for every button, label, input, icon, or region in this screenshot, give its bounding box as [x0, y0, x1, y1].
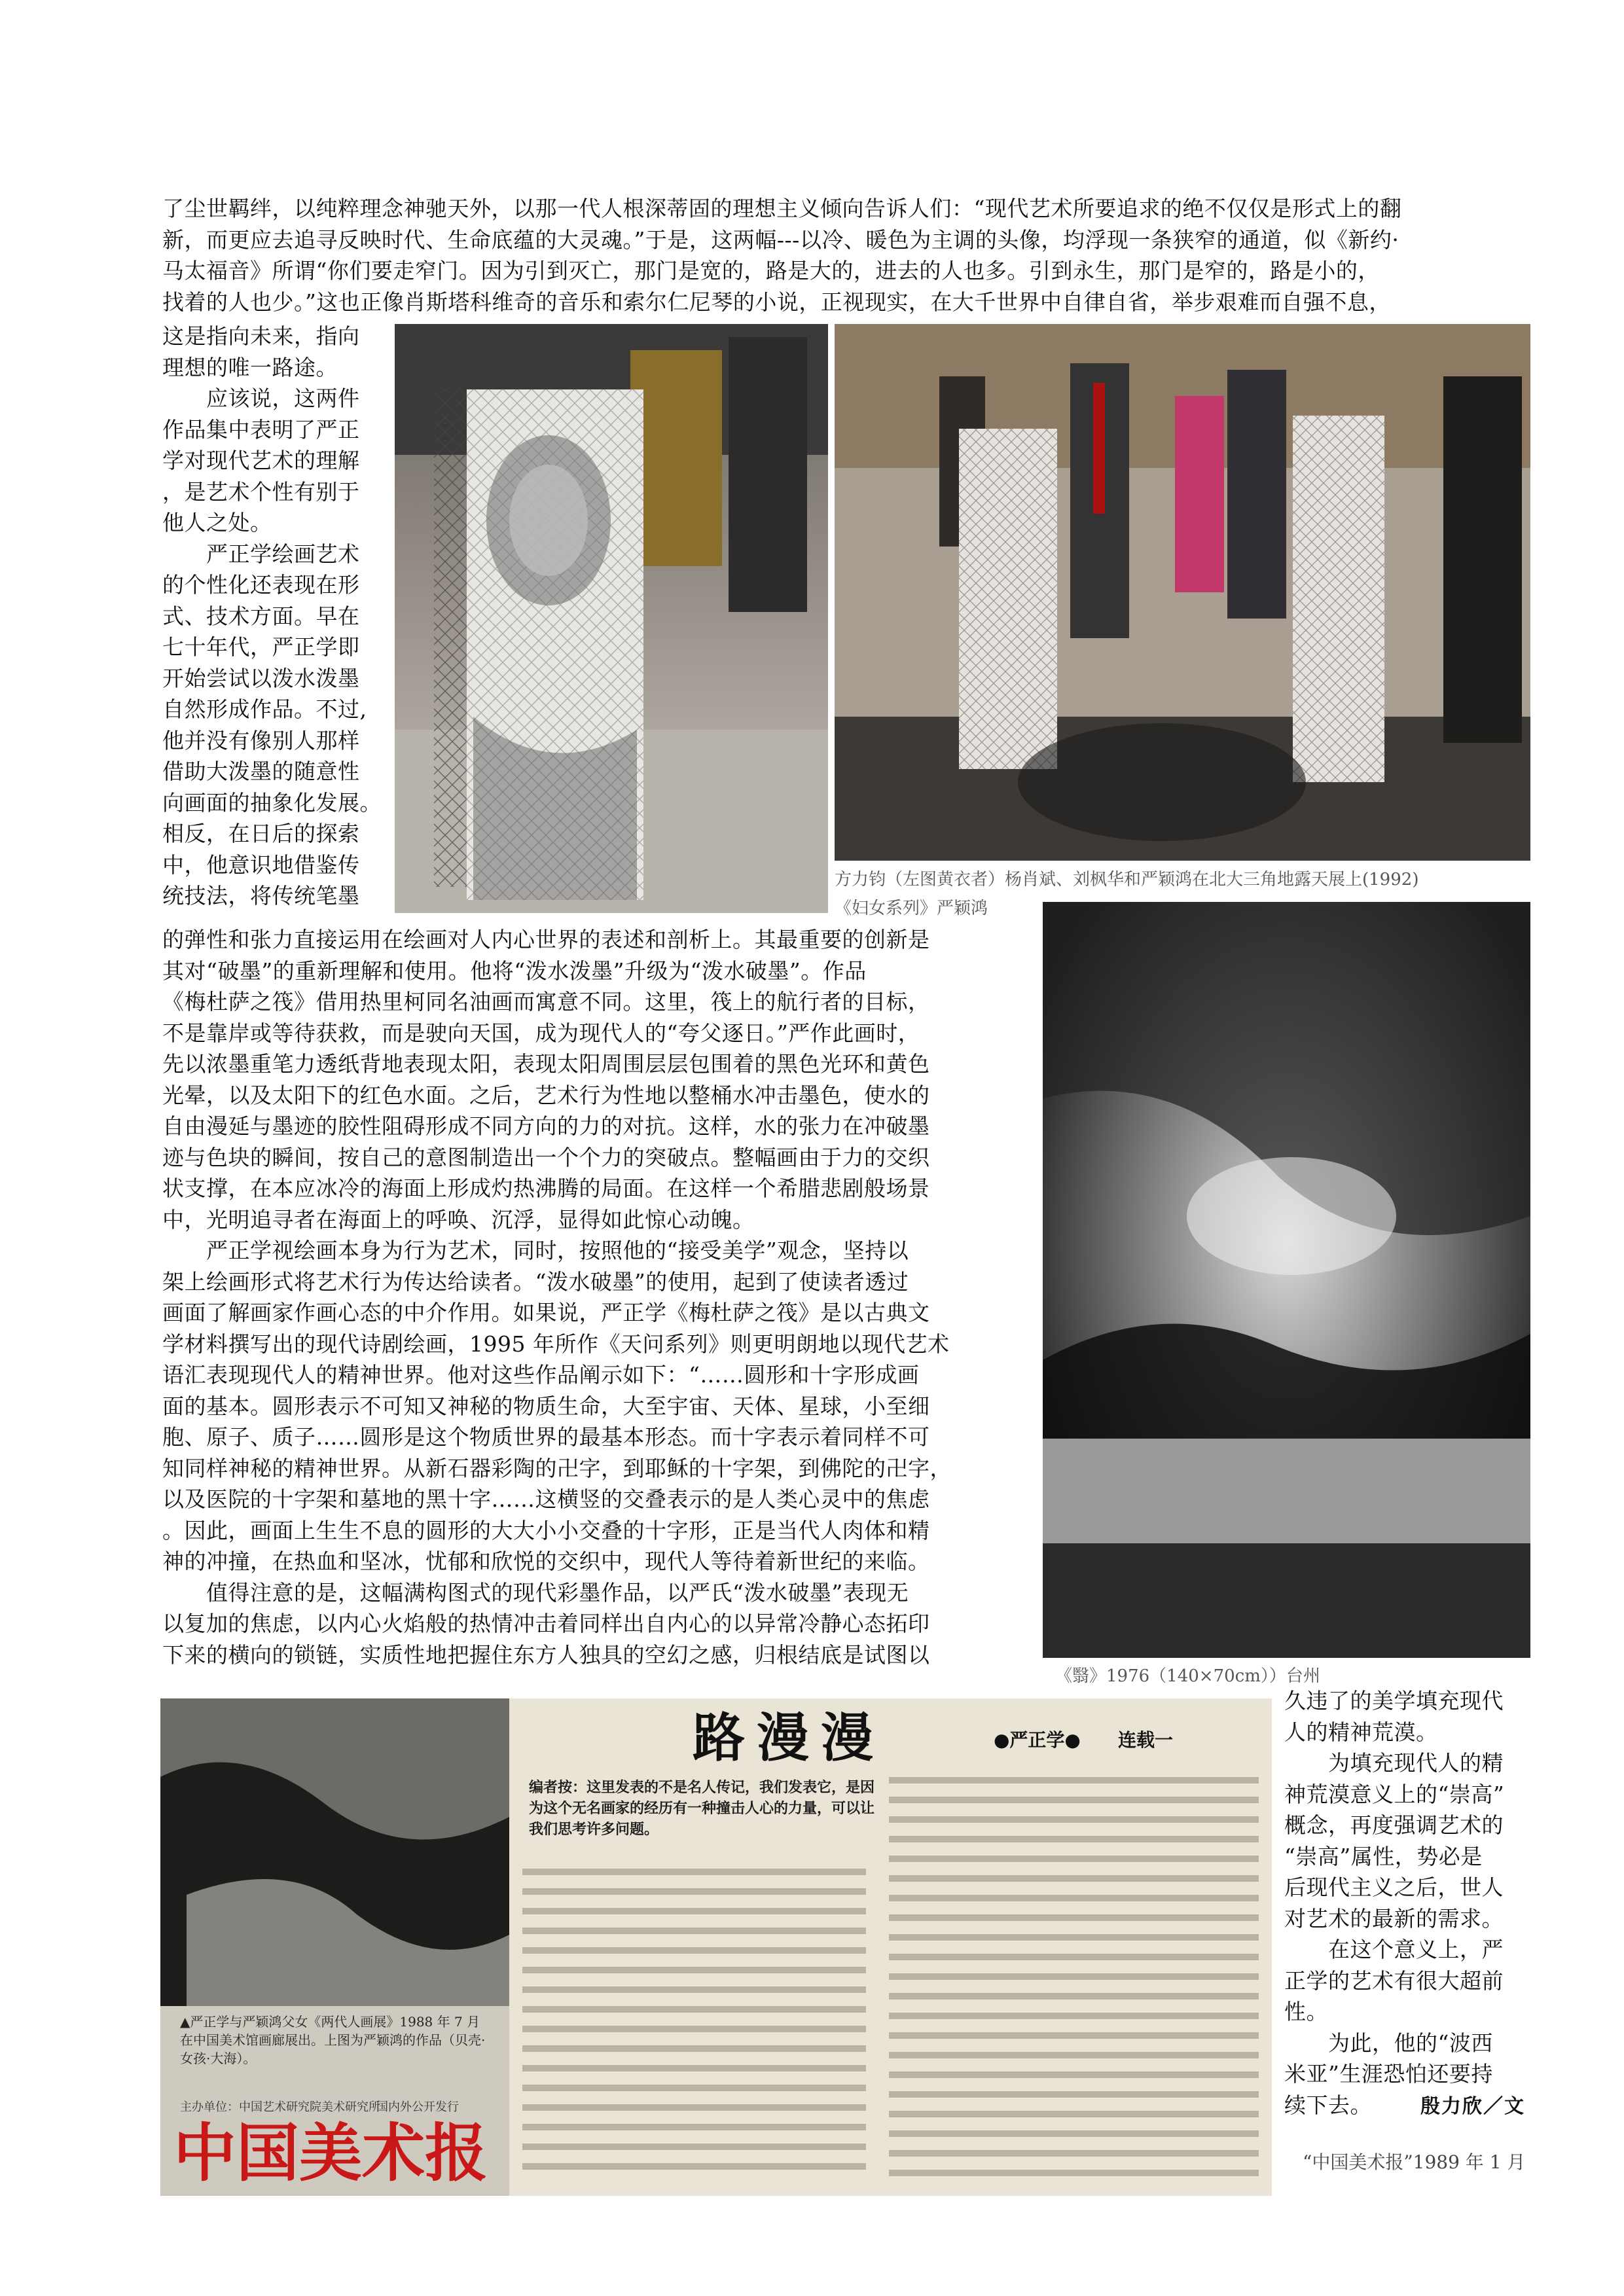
top-line: 找着的人也少。”这也正像肖斯塔科维奇的音乐和索尔仁尼琴的小说，正视现实，在大千世界中自律自省，举步艰难而自强不息， [162, 289, 1391, 315]
text-line: 神的冲撞，在热血和坚冰，忧郁和欣悦的交织中，现代人等待着新世纪的来临。 [162, 1549, 930, 1574]
text-line: 下来的横向的锁链，实质性地把握住东方人独具的空幻之感，归根结底是试图以 [162, 1641, 930, 1668]
clipping-left-photo [160, 1698, 511, 2006]
clipping-left-footer-issue: 国内外公开发行 [376, 2100, 459, 2114]
text-line: 值得注意的是，这幅满构图式的现代彩墨作品，以严氏“泼水破墨”表现无 [162, 1579, 909, 1605]
text-line: 统技法，将传统笔墨 [162, 883, 360, 908]
painting-yi [1043, 902, 1530, 1658]
text-line: 。因此，画面上生生不息的圆形的大大小小交叠的十字形，正是当代人肉体和精 [162, 1517, 930, 1543]
clipping-left-caption: ▲严正学与严颖鸿父女《两代人画展》1988 年 7 月在中国美术馆画廊展出。上图为严颖鸿的作品（贝壳·女孩·大海）。 [180, 2014, 486, 2066]
text-line: 七十年代，严正学即 [162, 634, 360, 660]
text-line: 架上绘画形式将艺术行为传达给读者。“泼水破墨”的使用，起到了使读者透过 [162, 1268, 909, 1295]
text-line: 迹与色块的瞬间，按自己的意图制造出一个个力的突破点。整幅画由于力的交织 [162, 1144, 930, 1170]
text-line: 应该说，这两件 [162, 386, 360, 411]
clipping-left-footer-org: 主办单位：中国艺术研究院美术研究所 [180, 2100, 380, 2114]
clipping-serial: 连载一 [1118, 1729, 1174, 1751]
text-line: 光晕，以及太阳下的红色水面。之后，艺术行为性地以整桶水冲击墨色，使水的 [162, 1082, 930, 1108]
text-line: 不是靠岸或等待获救，而是驶向天国，成为现代人的“夸父逐日。”严作此画时， [162, 1020, 920, 1046]
article-author: 殷力欣／文 [1420, 2095, 1525, 2118]
text-line: 先以浓墨重笔力透纸背地表现太阳，表现太阳周围层层包围着的黑色光环和黄色 [162, 1051, 930, 1077]
text-line: 向画面的抽象化发展。 [162, 789, 382, 816]
text-line: 中，他意识地借鉴传 [162, 852, 360, 878]
text-line: 的个性化还表现在形 [162, 572, 360, 598]
article-source: “中国美术报”1989 年 1 月 [1303, 2151, 1526, 2173]
text-line: 这是指向未来，指向 [162, 323, 360, 349]
text-line: 以及医院的十字架和墓地的黑十字……这横竖的交叠表示的是人类心灵中的焦虑 [162, 1486, 930, 1512]
text-line: 续下去。 [1284, 2092, 1372, 2118]
text-line: 为此，他的“波西 [1284, 2030, 1493, 2056]
text-line: 久违了的美学填充现代 [1284, 1688, 1504, 1713]
painting-yi-image [1043, 902, 1530, 1658]
clipping-left [160, 1698, 511, 2196]
text-line: 他人之处。 [162, 510, 272, 535]
photo-woman-series [395, 324, 828, 913]
text-line: 严正学视绘画本身为行为艺术，同时，按照他的“接受美学”观念，坚持以 [162, 1238, 909, 1263]
text-line: 神荒漠意义上的“崇高” [1284, 1781, 1505, 1807]
article-middle-text [162, 924, 1039, 1670]
caption-photo-series: 《妇女系列》严颖鸿 [835, 899, 988, 918]
text-line: 借助大泼墨的随意性 [162, 759, 360, 784]
text-line: ，是艺术个性有别于 [162, 478, 360, 505]
text-line: 作品集中表明了严正 [162, 416, 360, 442]
text-line: 人的精神荒漠。 [1284, 1719, 1438, 1745]
top-line: 新，而更应去追寻反映时代、生命底蕴的大灵魂。”于是，这两幅---以冷、暖色为主调的头像，均浮现一条狭窄的通道，似《新约· [162, 226, 1399, 253]
text-line: 知同样神秘的精神世界。从新石器彩陶的卍字，到耶稣的十字架，到佛陀的卍字， [162, 1455, 952, 1481]
text-line: 式、技术方面。早在 [162, 603, 360, 629]
text-line: 米亚”生涯恐怕还要持 [1284, 2061, 1493, 2087]
text-line: 胞、原子、质子……圆形是这个物质世界的最基本形态。而十字表示着同样不可 [162, 1424, 930, 1450]
text-line: 状支撑，在本应冰冷的海面上形成灼热沸腾的局面。在这样一个希腊悲剧般场景 [162, 1175, 930, 1201]
text-line: “崇高”属性，势必是 [1284, 1843, 1483, 1869]
text-line: 其对“破墨”的重新理解和使用。他将“泼水泼墨”升级为“泼水破墨”。作品 [162, 958, 867, 984]
text-line: 自由漫延与墨迹的胶性阻碍形成不同方向的力的对抗。这样，水的张力在冲破墨 [162, 1113, 930, 1139]
clipping-headline: 路漫漫 [693, 1707, 885, 1768]
article-left-column [162, 321, 388, 912]
top-line: 了尘世羁绊，以纯粹理念神驰天外，以那一代人根深蒂固的理想主义倾向告诉人们：“现代艺术所要追求的绝不仅仅是形式上的翻 [162, 196, 1402, 221]
text-line: 中，光明追寻者在海面上的呼唤、沉浮，显得如此惊心动魄。 [162, 1206, 755, 1232]
clipping-right [509, 1698, 1272, 2196]
text-line: 画面了解画家作画心态的中介作用。如果说，严正学《梅杜萨之筏》是以古典文 [162, 1300, 930, 1325]
text-line: 的弹性和张力直接运用在绘画对人内心世界的表述和剖析上。其最重要的创新是 [162, 927, 930, 952]
photo-exhibition-group [835, 324, 1530, 861]
caption-photo-group: 方力钧（左图黄衣者）杨肖斌、刘枫华和严颖鸿在北大三角地露天展上(1992) [835, 870, 1419, 889]
text-line: 后现代主义之后，世人 [1284, 1874, 1504, 1900]
article-top-text [162, 193, 1525, 317]
article-right-column [1284, 1685, 1533, 2121]
text-line: 在这个意义上，严 [1284, 1937, 1504, 1962]
text-line: 面的基本。圆形表示不可知又神秘的物质生命，大至宇宙、天体、星球，小至细 [162, 1393, 930, 1419]
text-line: 《梅杜萨之筏》借用热里柯同名油画而寓意不同。这里，筏上的航行者的目标， [162, 989, 930, 1014]
newspaper-masthead: 中国美术报 [173, 2116, 488, 2190]
text-line: 他并没有像别人那样 [162, 727, 360, 753]
photo-woman-series-image [395, 324, 828, 913]
text-line: 学对现代艺术的理解 [162, 448, 360, 473]
text-line: 概念，再度强调艺术的 [1284, 1812, 1504, 1838]
text-line: 自然形成作品。不过, [162, 696, 367, 722]
top-line: 马太福音》所谓“你们要走窄门。因为引到灭亡，那门是宽的，路是大的，进去的人也多。引到永生，那门是窄的，路是小的， [162, 258, 1380, 283]
text-line: 性。 [1284, 1999, 1328, 2024]
text-line: 理想的唯一路途。 [162, 354, 338, 380]
text-line: 以复加的焦虑，以内心火焰般的热情冲击着同样出自内心的以异常冷静心态拓印 [162, 1611, 930, 1636]
clipping-editor-note: 编者按：这里发表的不是名人传记，我们发表它，是因为这个无名画家的经历有一种撞击人心的力量，可以让我们思考许多问题。 [529, 1779, 875, 1838]
caption-painting: 《翳》1976（140×70cm））台州 [1055, 1666, 1320, 1686]
text-line: 相反，在日后的探索 [162, 821, 360, 846]
text-line: 正学的艺术有很大超前 [1284, 1967, 1504, 1994]
text-line: 学材料撰写出的现代诗剧绘画，1995 年所作《天问系列》则更明朗地以现代艺术 [162, 1331, 950, 1357]
text-line: 语汇表现现代人的精神世界。他对这些作品阐示如下：“……圆形和十字形成画 [162, 1362, 920, 1388]
clipping-byline: ●严正学● [994, 1729, 1081, 1751]
text-line: 为填充现代人的精 [1284, 1750, 1504, 1776]
photo-exhibition-group-image [835, 324, 1530, 861]
text-line: 开始尝试以泼水泼墨 [162, 665, 360, 691]
text-line: 严正学绘画艺术 [162, 541, 360, 567]
text-line: 对艺术的最新的需求。 [1284, 1905, 1504, 1931]
